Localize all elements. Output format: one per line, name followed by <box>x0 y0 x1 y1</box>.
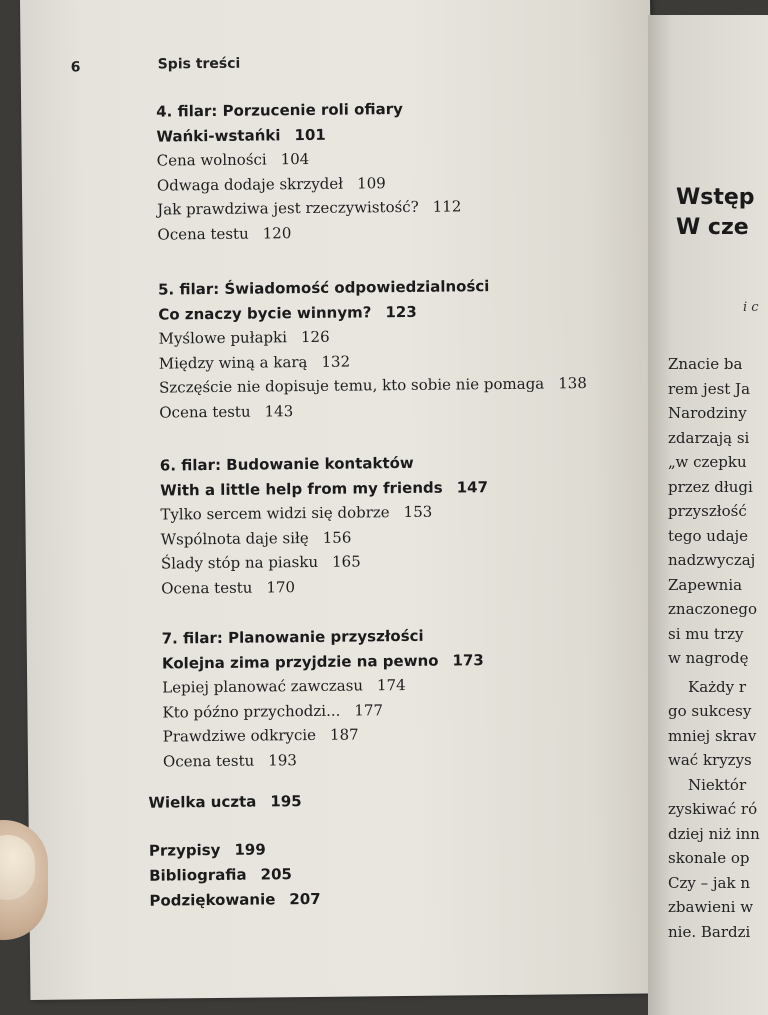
toc-section-7 <box>162 623 485 773</box>
right-page-text-line: Narodziny <box>668 404 747 422</box>
right-page-text-line: wać kryzys <box>668 751 752 769</box>
toc-end-item: Wielka uczta 195 <box>148 792 302 812</box>
right-page-subline: i c <box>743 300 759 315</box>
toc-section-6 <box>160 450 489 600</box>
toc-entry: Ślady stóp na piasku 165 <box>160 552 361 573</box>
right-page-text-line: Czy – jak n <box>668 873 751 892</box>
chapter-title: Kolejna zima przyjdzie na pewno 173 <box>161 650 484 673</box>
right-page-text-line: mniej skrav <box>668 726 757 745</box>
left-book-page <box>20 0 660 1000</box>
toc-end-item: Przypisy 199 <box>148 840 266 860</box>
page-number: 6 <box>70 59 81 76</box>
toc-entry: Odwaga dodaje skrzydeł 109 <box>156 173 386 195</box>
toc-entry: Ocena testu 193 <box>162 750 297 771</box>
right-page-text-line: przez długi <box>668 477 753 496</box>
right-page-text-line: Znacie ba <box>668 355 743 373</box>
right-page-text-line: nie. Bardzi <box>668 922 751 941</box>
toc-entry: Prawdziwe odkrycie 187 <box>162 725 359 746</box>
right-page-heading-line: Wstęp <box>676 185 755 210</box>
chapter-title: With a little help from my friends 147 <box>160 477 489 500</box>
chapter-title: Wańki-wstańki 101 <box>156 125 326 146</box>
running-header: Spis treści <box>157 55 241 73</box>
toc-entry: Myślowe pułapki 126 <box>158 327 330 348</box>
right-page-text-line: zdarzają si <box>668 428 750 447</box>
right-page-text-line: nadzwyczaj <box>668 551 756 569</box>
toc-end-item: Podziękowanie 207 <box>149 889 321 910</box>
toc-entry: Lepiej planować zawczasu 174 <box>162 675 406 697</box>
toc-entry: Tylko sercem widzi się dobrze 153 <box>160 502 433 524</box>
toc-section-4 <box>156 96 462 246</box>
pillar-title: 7. filar: Planowanie przyszłości <box>161 626 424 648</box>
right-page-text-line: si mu trzy <box>668 624 744 643</box>
right-page-text-line: znaczonego <box>668 600 758 618</box>
right-book-page <box>648 15 768 1015</box>
right-page-text-line: Każdy r <box>688 677 747 696</box>
toc-entry: Wspólnota daje siłę 156 <box>160 528 352 549</box>
toc-entry: Między winą a karą 132 <box>158 352 351 373</box>
toc-entry: Ocena testu 143 <box>159 401 294 422</box>
toc-entry: Kto późno przychodzi... 177 <box>162 700 384 722</box>
right-page-text-line: Niektór <box>688 775 747 794</box>
toc-end-item: Bibliografia 205 <box>149 865 292 885</box>
toc-entry: Ocena testu 120 <box>157 223 292 244</box>
pillar-title: 5. filar: Świadomość odpowiedzialności <box>157 277 490 299</box>
pillar-title: 6. filar: Budowanie kontaktów <box>159 453 414 475</box>
right-page-text-line: zbawieni w <box>668 898 754 916</box>
chapter-title: Co znaczy bycie winnym? 123 <box>158 302 417 324</box>
right-page-text-line: tego udaje <box>668 526 749 545</box>
toc-entry: Jak prawdziwa jest rzeczywistość? 112 <box>157 197 462 219</box>
toc-section-5 <box>158 273 587 424</box>
toc-entry: Szczęście nie dopisuje temu, kto sobie nie pomaga 138 <box>158 374 587 397</box>
right-page-text-line: dziej niż inn <box>668 824 760 843</box>
toc-entry: Cena wolności 104 <box>156 149 310 170</box>
right-page-text-line: przyszłość <box>668 502 747 520</box>
right-page-text-line: rem jest Ja <box>668 379 751 398</box>
toc-entry: Ocena testu 170 <box>161 577 296 598</box>
right-page-text-line: w nagrodę <box>668 649 749 667</box>
right-page-text-line: zyskiwać ró <box>668 800 758 818</box>
right-page-text-line: Zapewnia <box>668 575 743 594</box>
right-page-text-line: go sukcesy <box>668 702 752 720</box>
right-page-text-line: „w czepku <box>668 453 747 471</box>
right-page-text-line: skonale op <box>668 849 750 867</box>
pillar-title: 4. filar: Porzucenie roli ofiary <box>156 99 403 121</box>
right-page-heading-line: W cze <box>676 215 749 240</box>
